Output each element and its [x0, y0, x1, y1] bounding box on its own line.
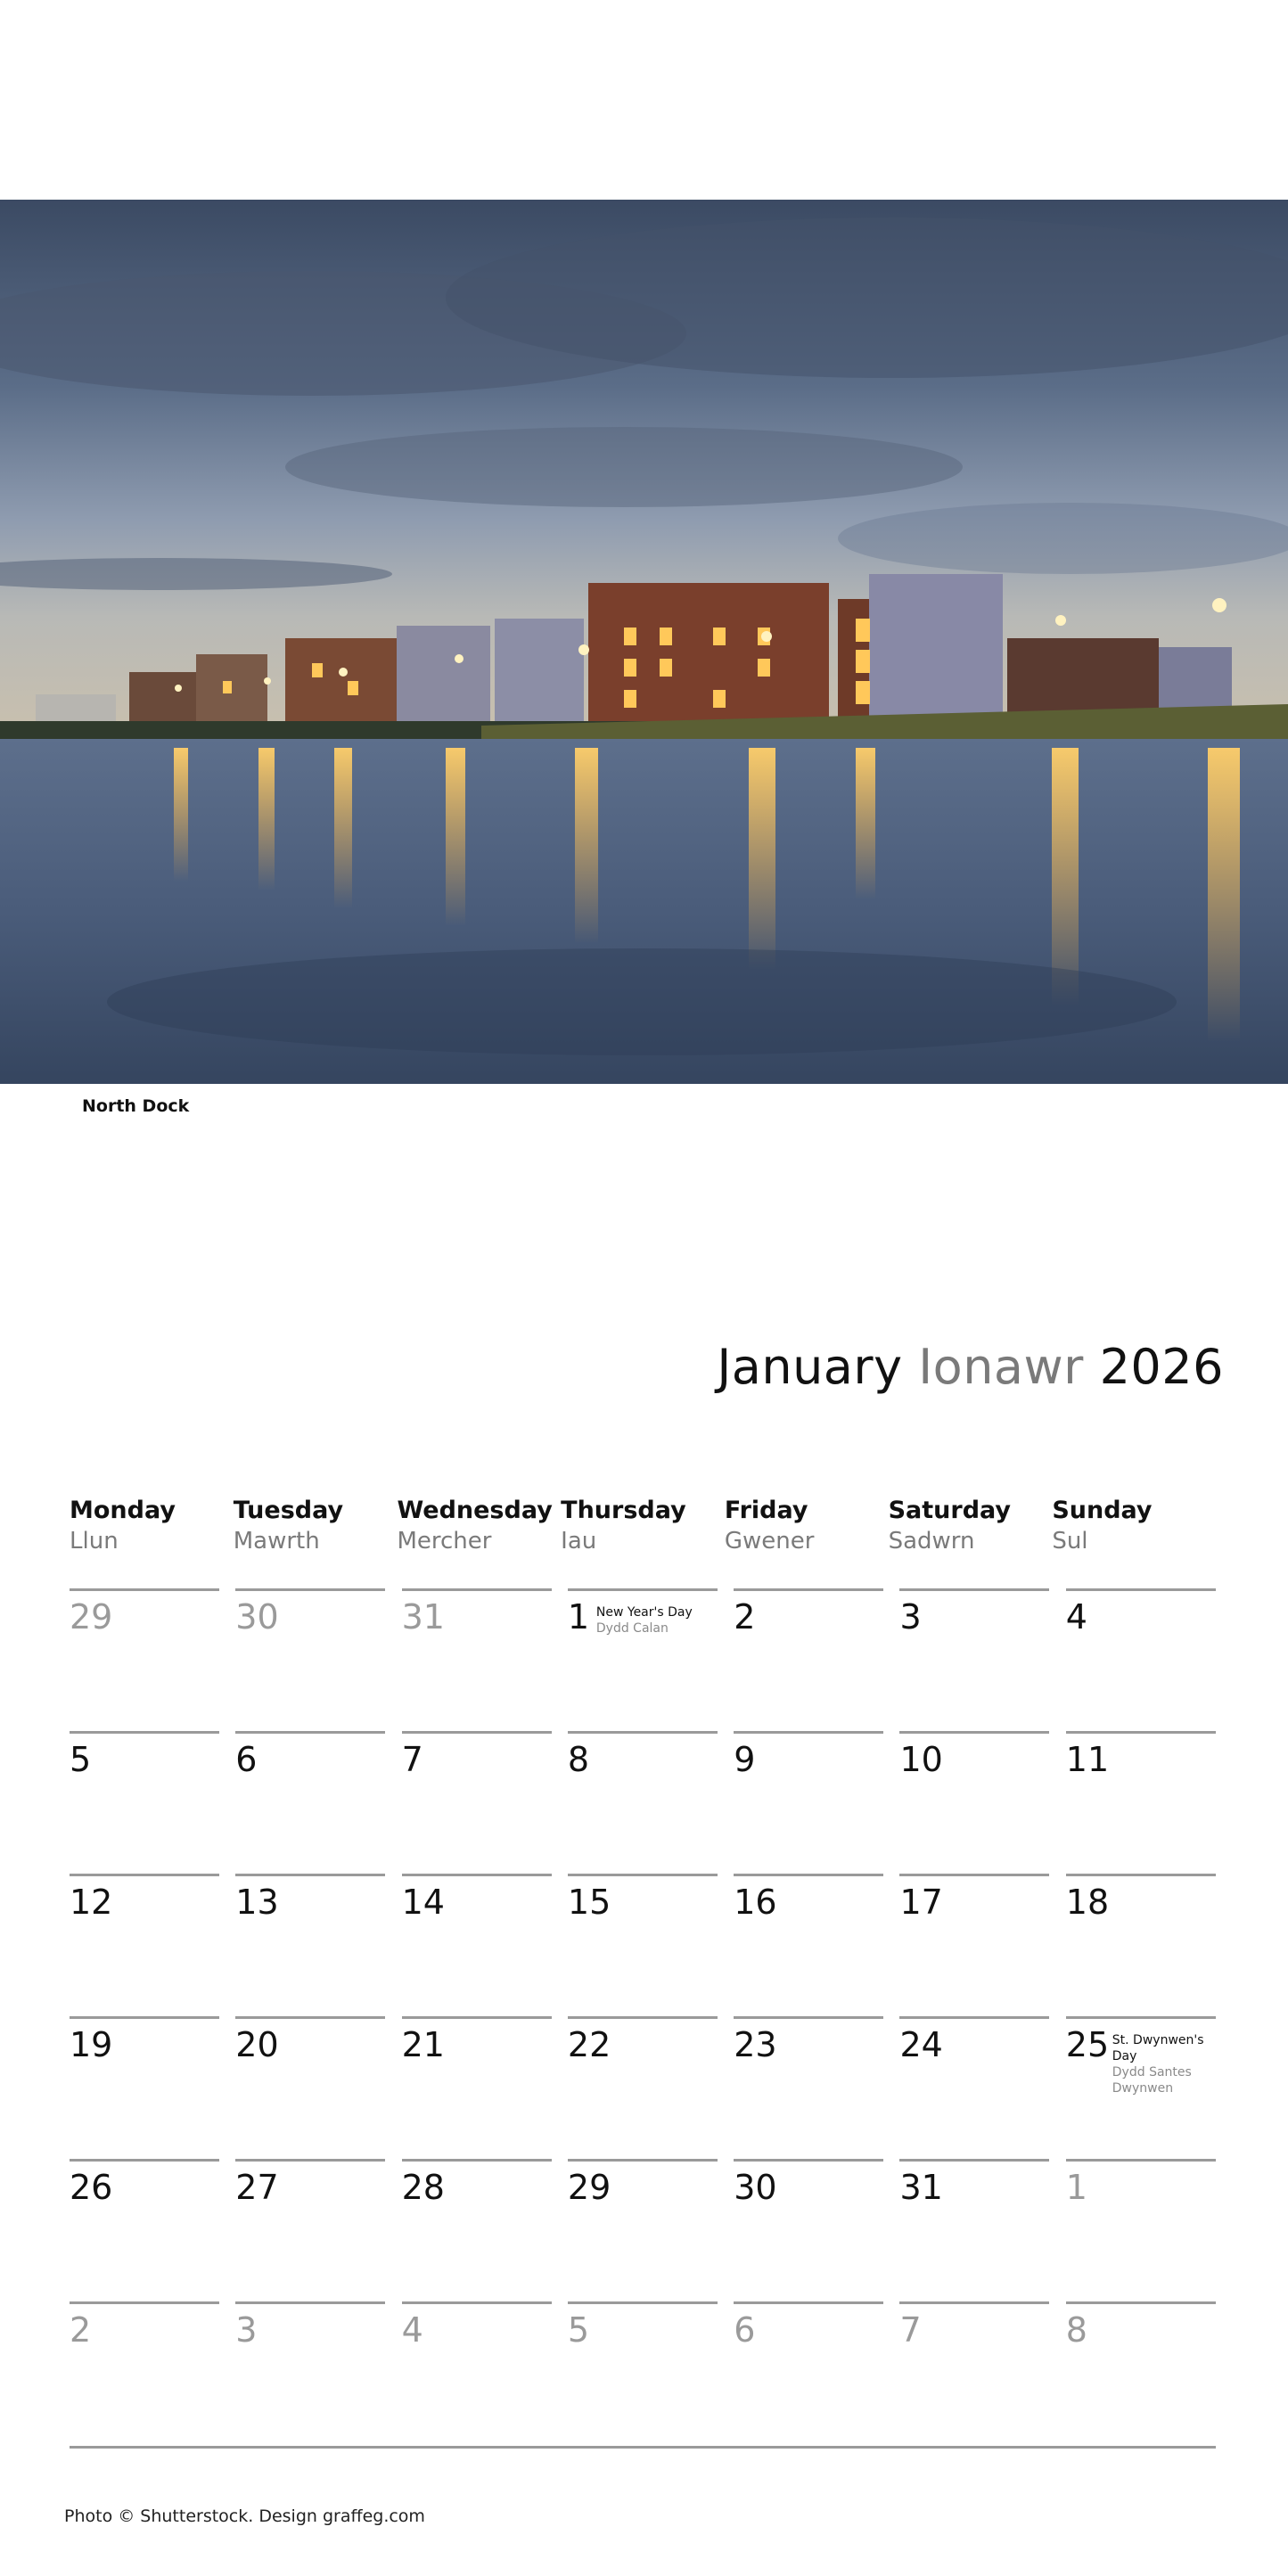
day-cell	[1066, 1588, 1232, 1731]
day-rule	[1066, 1588, 1216, 1591]
day-rule	[899, 2016, 1049, 2019]
year: 2026	[1099, 1339, 1224, 1395]
day-number: 27	[235, 2168, 279, 2207]
day-rule	[235, 2301, 385, 2304]
day-rule	[899, 2159, 1049, 2162]
day-number: 15	[567, 1883, 611, 1922]
day-cell	[899, 1588, 1065, 1731]
day-rule	[402, 2159, 552, 2162]
day-number: 19	[70, 2025, 113, 2064]
day-number: 8	[567, 1740, 590, 1779]
weekday-welsh: Llun	[70, 1528, 119, 1555]
day-cell	[568, 2159, 734, 2301]
day-number: 3	[899, 1597, 922, 1637]
holiday-welsh: Dydd Calan	[595, 1621, 669, 1636]
week-row	[70, 1731, 1232, 1874]
day-cell	[70, 1588, 235, 1731]
day-number: 31	[401, 1597, 445, 1637]
day-cell	[235, 1588, 401, 1731]
day-cell	[899, 1731, 1065, 1874]
day-cell	[70, 2159, 235, 2301]
day-rule	[402, 1874, 552, 1876]
day-cell	[402, 1874, 568, 2016]
holiday-note	[1112, 2032, 1219, 2096]
weekday-english: Sunday	[1052, 1497, 1153, 1524]
day-rule	[1066, 1731, 1216, 1734]
day-rule	[899, 1588, 1049, 1591]
day-number: 30	[734, 2168, 777, 2207]
day-number: 6	[235, 1740, 258, 1779]
day-number: 9	[734, 1740, 756, 1779]
day-cell	[70, 2301, 235, 2444]
holiday-welsh: Dydd Santes Dwynwen	[1112, 2065, 1192, 2096]
day-number: 4	[401, 2310, 423, 2350]
day-rule	[568, 2301, 718, 2304]
day-number: 28	[401, 2168, 445, 2207]
day-rule	[70, 1588, 219, 1591]
week-row	[70, 2016, 1232, 2159]
day-rule	[70, 1731, 219, 1734]
day-rule	[734, 1731, 883, 1734]
weekday-header	[725, 1496, 889, 1556]
day-cell	[568, 1874, 734, 2016]
day-cell	[568, 2016, 734, 2159]
day-cell	[734, 1731, 899, 1874]
week-row	[70, 1588, 1232, 1731]
day-rule	[70, 1874, 219, 1876]
week-row	[70, 1874, 1232, 2016]
photo-caption: North Dock	[82, 1096, 190, 1116]
day-cell	[70, 2016, 235, 2159]
weekday-welsh: Gwener	[724, 1528, 815, 1555]
day-cell	[402, 1588, 568, 1731]
weekday-welsh: Sadwrn	[888, 1528, 975, 1555]
day-cell	[402, 2159, 568, 2301]
day-number: 14	[401, 1883, 445, 1922]
day-rule	[734, 2301, 883, 2304]
day-cell	[734, 2016, 899, 2159]
day-number: 7	[899, 2310, 922, 2350]
day-number: 3	[235, 2310, 258, 2350]
day-number: 8	[1065, 2310, 1087, 2350]
day-cell	[70, 1874, 235, 2016]
day-cell	[568, 1588, 734, 1731]
day-number: 2	[70, 2310, 92, 2350]
day-rule	[734, 2016, 883, 2019]
day-cell	[899, 2301, 1065, 2444]
weekday-welsh: Sul	[1052, 1528, 1088, 1555]
day-number: 29	[70, 1597, 113, 1637]
day-cell	[899, 2159, 1065, 2301]
weekday-english: Wednesday	[397, 1497, 553, 1524]
day-cell	[568, 2301, 734, 2444]
week-row	[70, 2301, 1232, 2444]
day-number: 29	[567, 2168, 611, 2207]
day-cell	[70, 1731, 235, 1874]
day-cell	[734, 2159, 899, 2301]
day-number: 12	[70, 1883, 113, 1922]
day-rule	[402, 2016, 552, 2019]
day-rule	[899, 2301, 1049, 2304]
north-dock-photo	[0, 200, 1288, 1084]
weekday-english: Tuesday	[233, 1497, 344, 1524]
day-rule	[568, 2016, 718, 2019]
month-welsh: Ionawr	[918, 1339, 1084, 1395]
day-rule	[402, 1731, 552, 1734]
day-cell	[235, 2159, 401, 2301]
day-rule	[734, 1874, 883, 1876]
day-cell	[1066, 1874, 1232, 2016]
day-cell	[1066, 2301, 1232, 2444]
weekday-welsh: Iau	[561, 1528, 597, 1555]
day-number: 6	[734, 2310, 756, 2350]
day-rule	[899, 1731, 1049, 1734]
day-rule	[235, 1874, 385, 1876]
day-rule	[568, 1588, 718, 1591]
day-number: 7	[401, 1740, 423, 1779]
day-number: 30	[235, 1597, 279, 1637]
day-number: 24	[899, 2025, 943, 2064]
day-rule	[899, 1874, 1049, 1876]
weekday-english: Friday	[724, 1497, 808, 1524]
day-number: 18	[1065, 1883, 1110, 1922]
day-rule	[734, 1588, 883, 1591]
day-cell	[899, 1874, 1065, 2016]
day-rule	[568, 2159, 718, 2162]
day-cell	[402, 2016, 568, 2159]
weekday-header	[889, 1496, 1053, 1556]
photo-credit: Photo © Shutterstock. Design graffeg.com	[64, 2506, 425, 2526]
day-rule	[70, 2301, 219, 2304]
weekday-header-row	[70, 1496, 1216, 1556]
day-rule	[235, 1731, 385, 1734]
day-cell	[402, 2301, 568, 2444]
weekday-welsh: Mercher	[397, 1528, 492, 1555]
day-cell	[1066, 2159, 1232, 2301]
day-cell	[1066, 1731, 1232, 1874]
day-cell	[734, 1588, 899, 1731]
weekday-header	[397, 1496, 561, 1556]
day-rule	[568, 1731, 718, 1734]
weekday-english: Monday	[70, 1497, 176, 1524]
day-number: 11	[1065, 1740, 1110, 1779]
day-number: 22	[567, 2025, 611, 2064]
day-number: 21	[401, 2025, 445, 2064]
day-number: 25	[1065, 2025, 1110, 2064]
weekday-header	[1052, 1496, 1216, 1556]
day-number: 1	[1065, 2168, 1087, 2207]
day-number: 16	[734, 1883, 777, 1922]
weekday-english: Saturday	[888, 1497, 1012, 1524]
calendar-photo	[0, 200, 1288, 1084]
day-rule	[1066, 2159, 1216, 2162]
day-cell	[235, 1874, 401, 2016]
month-title	[717, 1339, 1224, 1395]
day-number: 5	[70, 1740, 92, 1779]
day-rule	[70, 2159, 219, 2162]
day-number: 1	[567, 1597, 590, 1637]
day-rule	[235, 2159, 385, 2162]
day-rule	[402, 2301, 552, 2304]
day-cell	[235, 2016, 401, 2159]
day-rule	[235, 2016, 385, 2019]
month-english: January	[717, 1339, 903, 1395]
day-rule	[568, 1874, 718, 1876]
day-number: 4	[1065, 1597, 1087, 1637]
weekday-header	[70, 1496, 234, 1556]
calendar-weeks	[70, 1588, 1232, 2444]
day-number: 5	[567, 2310, 590, 2350]
day-number: 26	[70, 2168, 113, 2207]
weekday-english: Thursday	[561, 1497, 686, 1524]
weekday-welsh: Mawrth	[233, 1528, 320, 1555]
holiday-english: New Year's Day	[595, 1605, 693, 1620]
holiday-note	[596, 1604, 703, 1637]
day-number: 10	[899, 1740, 943, 1779]
day-rule	[402, 1588, 552, 1591]
week-row	[70, 2159, 1232, 2301]
weekday-header	[234, 1496, 398, 1556]
day-cell	[899, 2016, 1065, 2159]
day-cell	[235, 1731, 401, 1874]
holiday-english: St. Dwynwen's Day	[1112, 2033, 1204, 2063]
day-cell	[734, 1874, 899, 2016]
day-number: 2	[734, 1597, 756, 1637]
day-rule	[1066, 1874, 1216, 1876]
day-number: 31	[899, 2168, 943, 2207]
bottom-divider	[70, 2446, 1216, 2449]
day-number: 13	[235, 1883, 279, 1922]
day-rule	[70, 2016, 219, 2019]
day-rule	[734, 2159, 883, 2162]
day-rule	[1066, 2301, 1216, 2304]
day-cell	[235, 2301, 401, 2444]
weekday-header	[561, 1496, 725, 1556]
day-number: 20	[235, 2025, 279, 2064]
day-cell	[1066, 2016, 1232, 2159]
day-cell	[402, 1731, 568, 1874]
day-cell	[568, 1731, 734, 1874]
day-cell	[734, 2301, 899, 2444]
day-number: 23	[734, 2025, 777, 2064]
day-rule	[235, 1588, 385, 1591]
day-number: 17	[899, 1883, 943, 1922]
calendar-grid	[70, 1496, 1216, 2350]
day-rule	[1066, 2016, 1216, 2019]
